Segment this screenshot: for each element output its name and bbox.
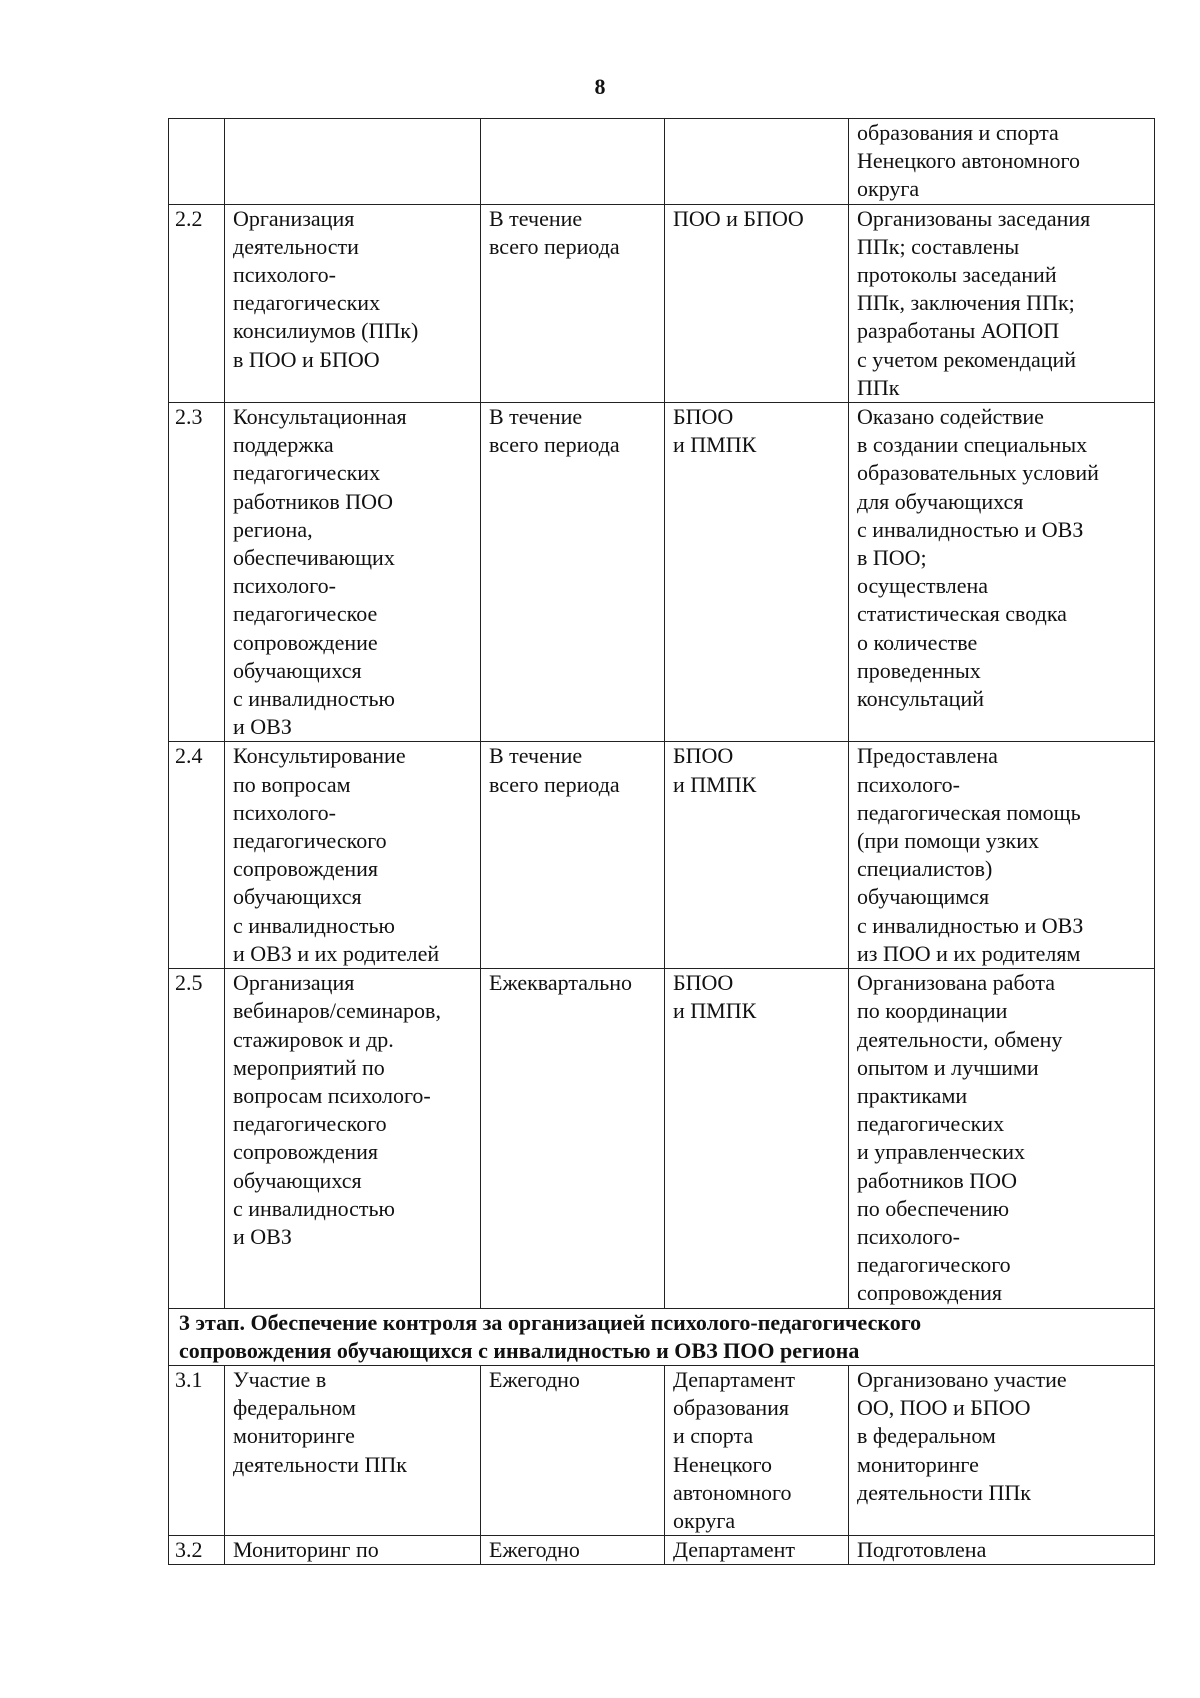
- row-number: 2.5: [169, 969, 225, 1308]
- table-row: [169, 119, 1155, 205]
- stage-header-row: [169, 1308, 1155, 1365]
- term-cell: В течение всего периода: [481, 742, 665, 969]
- table-row: [169, 742, 1155, 969]
- responsible-cell: БПОО и ПМПК: [665, 969, 849, 1308]
- activity-cell: Консультирование по вопросам психолого- педагогического сопровождения обучающихся с инвалидностью и ОВЗ и их родителей: [225, 742, 481, 969]
- table-row: [169, 1536, 1155, 1565]
- term-cell: В течение всего периода: [481, 403, 665, 742]
- responsible-cell: Департамент образования и спорта Ненецкого автономного округа: [665, 1365, 849, 1535]
- term-cell: Ежегодно: [481, 1536, 665, 1565]
- responsible-cell: БПОО и ПМПК: [665, 742, 849, 969]
- responsible-cell: ПОО и БПОО: [665, 204, 849, 402]
- result-cell: Организованы заседания ППк; составлены протоколы заседаний ППк, заключения ППк; разработаны АОПОП с учетом рекомендаций ППк: [849, 204, 1155, 402]
- row-number: 3.1: [169, 1365, 225, 1535]
- activity-cell: Участие в федеральном мониторинге деятельности ППк: [225, 1365, 481, 1535]
- row-number: 2.2: [169, 204, 225, 402]
- table-row: [169, 969, 1155, 1308]
- term-cell: Ежеквартально: [481, 969, 665, 1308]
- term-cell: В течение всего периода: [481, 204, 665, 402]
- term-cell: [481, 119, 665, 205]
- stage-title: 3 этап. Обеспечение контроля за организацией психолого-педагогического сопровождения обучающихся с инвалидностью и ОВЗ ПОО региона: [169, 1308, 1155, 1365]
- page-number: 8: [594, 74, 606, 99]
- result-cell: образования и спорта Ненецкого автономного округа: [849, 119, 1155, 205]
- activity-cell: Консультационная поддержка педагогических работников ПОО региона, обеспечивающих психолого- педагогическое сопровождение обучающихся с инвалидностью и ОВЗ: [225, 403, 481, 742]
- plan-table: [168, 118, 1155, 1565]
- activity-cell: Мониторинг по: [225, 1536, 481, 1565]
- table-row: [169, 1365, 1155, 1535]
- table-row: [169, 204, 1155, 402]
- result-cell: Организовано участие ОО, ПОО и БПОО в федеральном мониторинге деятельности ППк: [849, 1365, 1155, 1535]
- responsible-cell: Департамент: [665, 1536, 849, 1565]
- row-number: 2.4: [169, 742, 225, 969]
- activity-cell: Организация деятельности психолого- педагогических консилиумов (ППк) в ПОО и БПОО: [225, 204, 481, 402]
- responsible-cell: [665, 119, 849, 205]
- row-number: 3.2: [169, 1536, 225, 1565]
- result-cell: Подготовлена: [849, 1536, 1155, 1565]
- row-number: [169, 119, 225, 205]
- row-number: 2.3: [169, 403, 225, 742]
- result-cell: Оказано содействие в создании специальных образовательных условий для обучающихся с инвалидностью и ОВЗ в ПОО; осуществлена статистическая сводка о количестве проведенных консультаций: [849, 403, 1155, 742]
- responsible-cell: БПОО и ПМПК: [665, 403, 849, 742]
- term-cell: Ежегодно: [481, 1365, 665, 1535]
- table-row: [169, 403, 1155, 742]
- result-cell: Организована работа по координации деятельности, обмену опытом и лучшими практиками педагогических и управленческих работников ПОО по обеспечению психолого- педагогического сопровождения: [849, 969, 1155, 1308]
- activity-cell: [225, 119, 481, 205]
- result-cell: Предоставлена психолого- педагогическая помощь (при помощи узких специалистов) обучающимся с инвалидностью и ОВЗ из ПОО и их родителям: [849, 742, 1155, 969]
- activity-cell: Организация вебинаров/семинаров, стажировок и др. мероприятий по вопросам психолого- педагогического сопровождения обучающихся с инвалидностью и ОВЗ: [225, 969, 481, 1308]
